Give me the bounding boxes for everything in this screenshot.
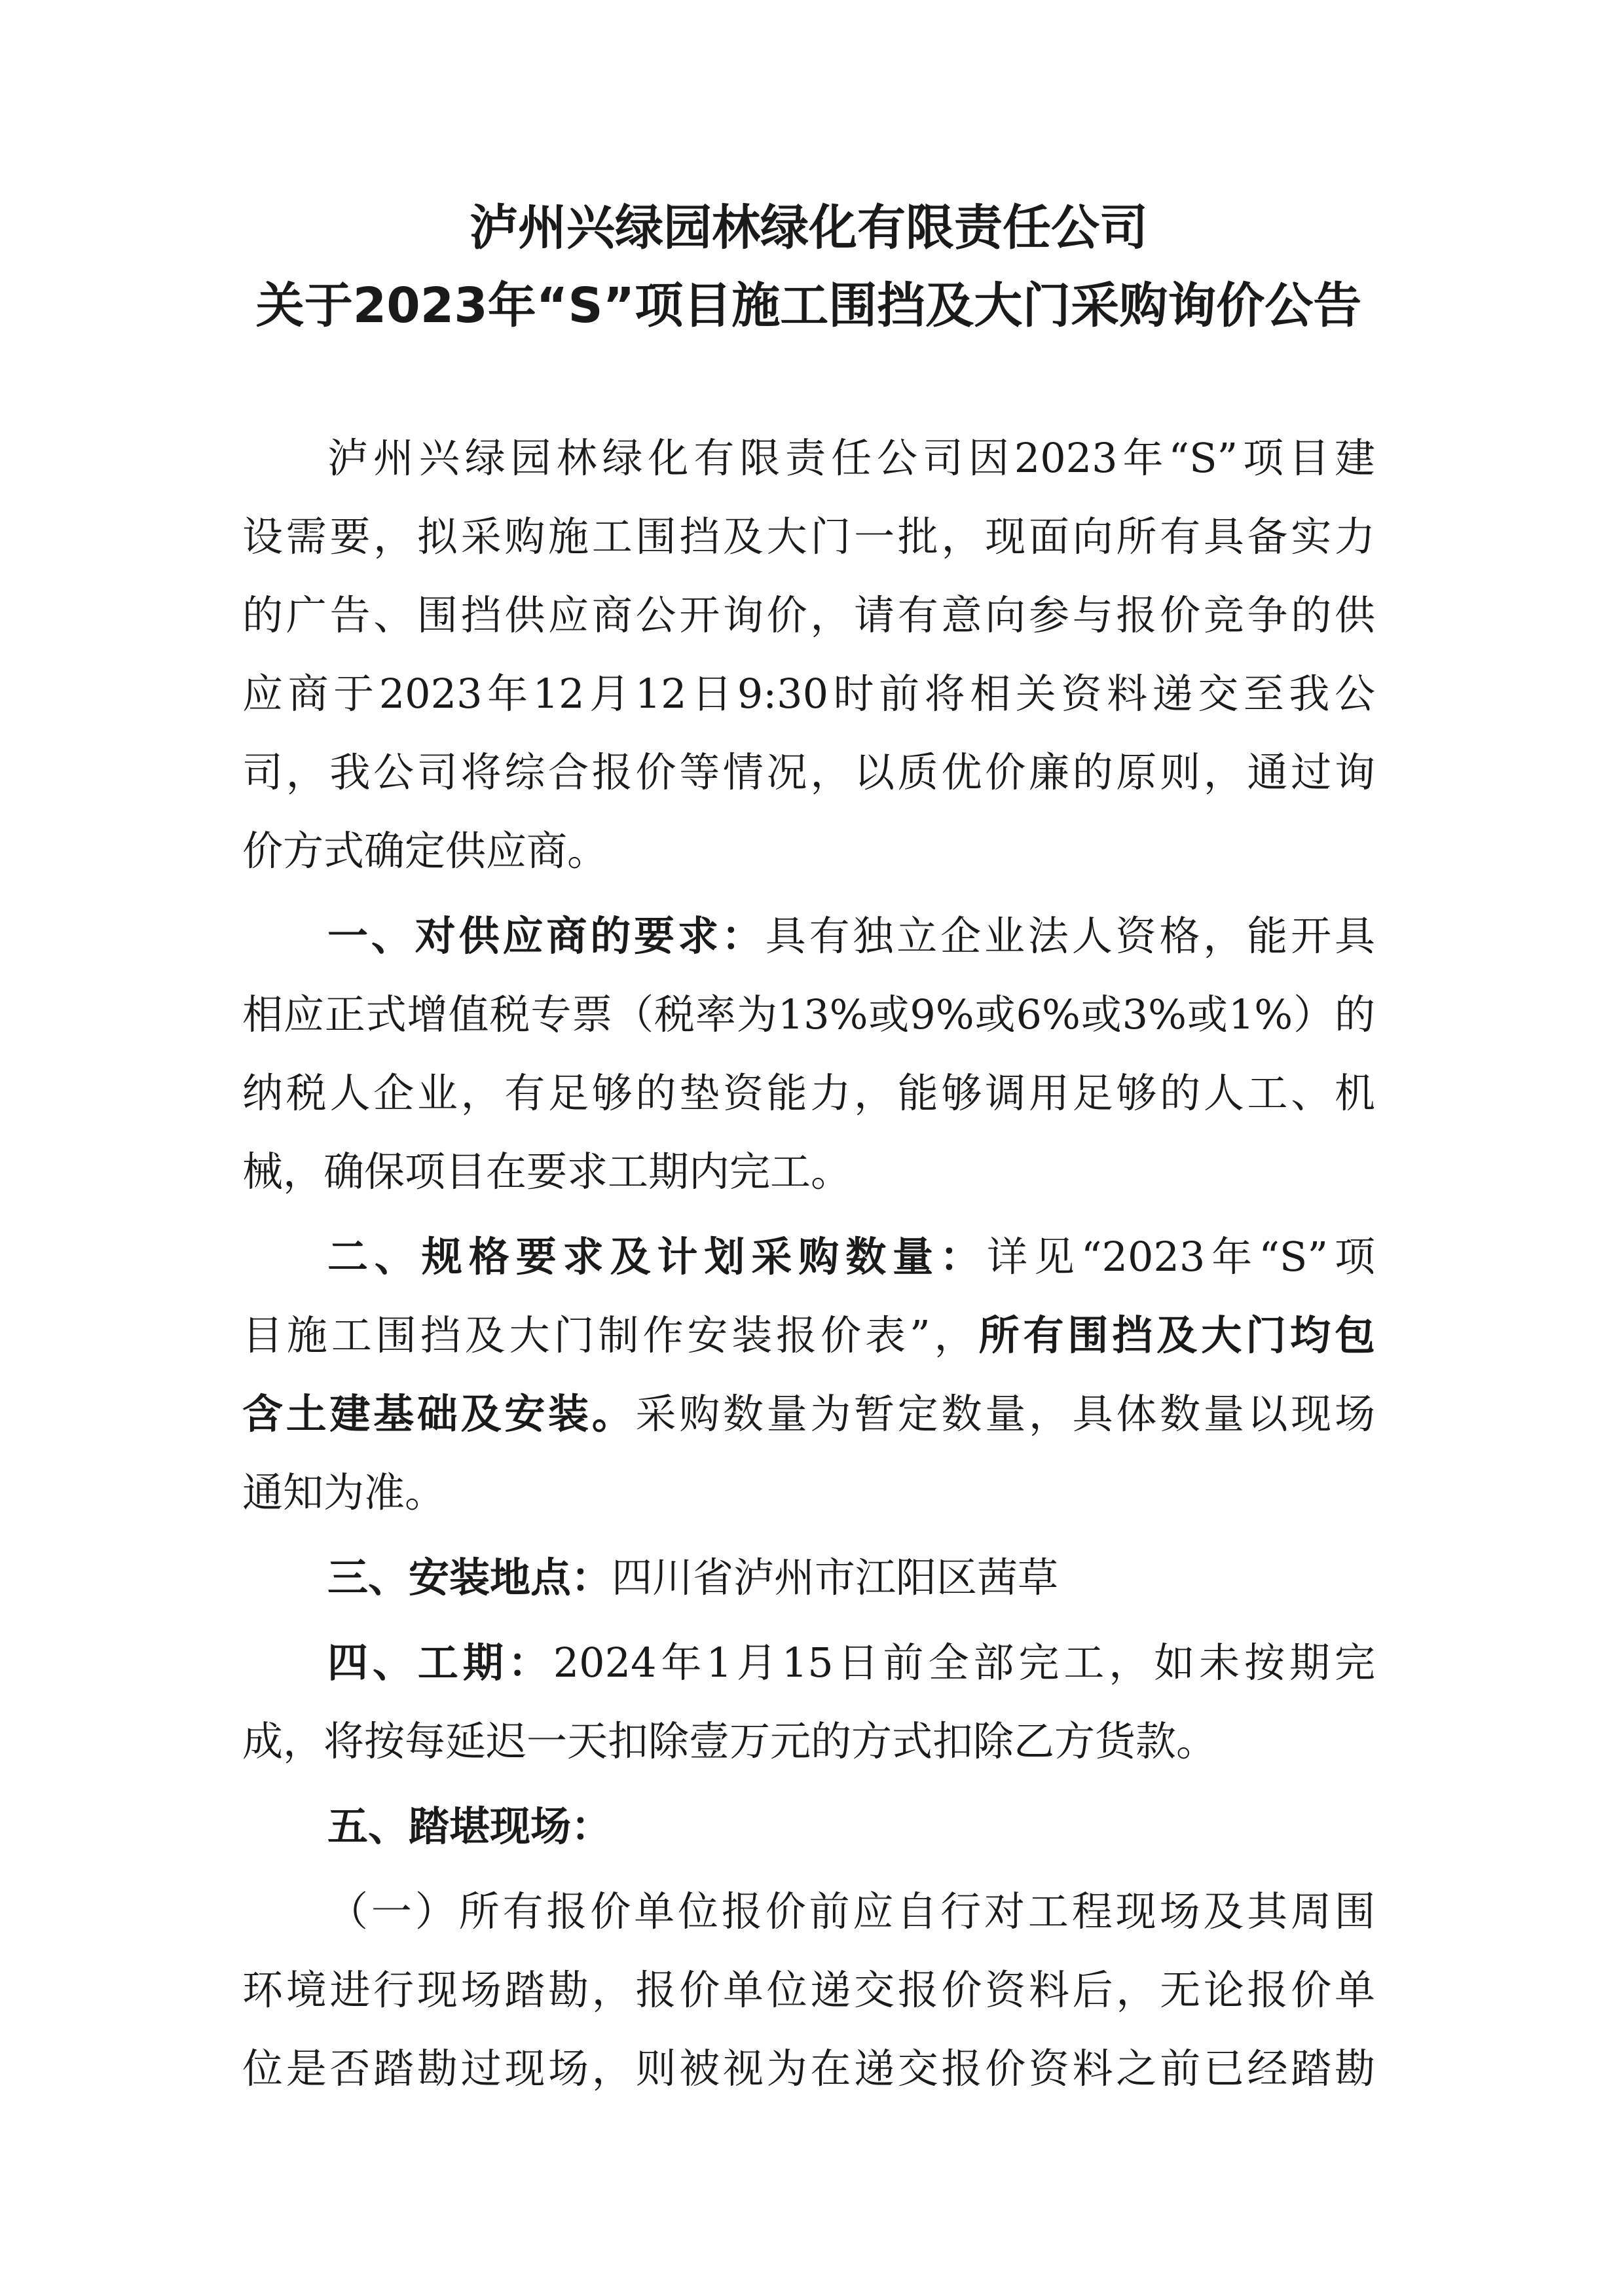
text-line: [242, 975, 1375, 1054]
text-line: [242, 812, 1375, 890]
text: 目施工围挡及大门制作安装报价表”，: [242, 1311, 979, 1359]
text: 纳税人企业，有足够的垫资能力，能够调用足够的人工、机: [242, 1069, 1375, 1117]
text-line: [242, 1872, 1375, 1951]
text: 泸州兴绿园林绿化有限责任公司因2023年“S”项目建: [327, 434, 1375, 482]
text-line: [242, 1054, 1375, 1133]
text-line: [242, 1702, 1375, 1781]
text: 价方式确定供应商。: [242, 827, 608, 875]
text: 详见“2023年“S”项: [987, 1233, 1375, 1281]
text: 械，确保项目在要求工期内完工。: [242, 1148, 852, 1195]
text-line: [242, 1218, 1375, 1296]
text-line: [242, 576, 1375, 655]
text: 成，将按每延迟一天扣除壹万元的方式扣除乙方货款。: [242, 1717, 1217, 1765]
text-line: [242, 1375, 1375, 1453]
text: 的广告、围挡供应商公开询价，请有意向参与报价竞争的供: [242, 591, 1375, 639]
text-line: [242, 1624, 1375, 1702]
text-line: [242, 1539, 1375, 1617]
paragraph: [242, 897, 1375, 1211]
text: 相应正式增值税专票（税率为13%或9%或6%或3%或1%）的: [242, 991, 1375, 1038]
text-line: [242, 733, 1375, 812]
text-line: [242, 419, 1375, 498]
bold-text: 含土建基础及安装。: [242, 1390, 636, 1438]
paragraph: [242, 419, 1375, 890]
bold-text: 一、对供应商的要求：: [327, 912, 766, 960]
text: 应商于2023年12月12日9:30时前将相关资料递交至我公: [242, 670, 1375, 718]
text: 通知为准。: [242, 1468, 446, 1516]
bold-text: 五、踏堪现场：: [327, 1802, 612, 1850]
bold-text: 四、工期：: [327, 1639, 553, 1686]
document-body: [242, 419, 1375, 2115]
text-line: [242, 498, 1375, 576]
text: 四川省泸州市江阳区茜草: [612, 1554, 1059, 1601]
paragraph: [242, 1539, 1375, 1617]
text: 司，我公司将综合报价等情况，以质优价廉的原则，通过询: [242, 748, 1375, 796]
bold-text: 三、安装地点：: [327, 1554, 612, 1601]
document-title-line-2: 关于2023年“S”项目施工围挡及大门采购询价公告: [255, 278, 1362, 334]
text: （一）所有报价单位报价前应自行对工程现场及其周围: [327, 1887, 1375, 1935]
text-line: [242, 1453, 1375, 1532]
bold-text: 所有围挡及大门均包: [978, 1311, 1375, 1359]
text: 具有独立企业法人资格，能开具: [765, 912, 1375, 960]
text-line: [242, 1133, 1375, 1211]
text: 采购数量为暂定数量，具体数量以现场: [635, 1390, 1375, 1438]
text: 环境进行现场踏勘，报价单位递交报价资料后，无论报价单: [242, 1966, 1375, 2014]
text-line: [242, 1951, 1375, 2030]
text: 位是否踏勘过现场，则被视为在递交报价资料之前已经踏勘: [242, 2045, 1375, 2092]
paragraph: [242, 1218, 1375, 1532]
paragraph: [242, 1787, 1375, 1866]
paragraph: [242, 1624, 1375, 1781]
text-line: [242, 655, 1375, 733]
text-line: [242, 897, 1375, 975]
paragraph: [242, 1872, 1375, 2108]
text-line: [242, 1296, 1375, 1375]
text-line: [242, 2030, 1375, 2108]
document-title-line-1: 泸州兴绿园林绿化有限责任公司: [470, 200, 1148, 256]
bold-text: 二、规格要求及计划采购数量：: [327, 1233, 987, 1281]
text: 2024年1月15日前全部完工，如未按期完: [553, 1639, 1375, 1686]
text-line: [242, 1787, 1375, 1866]
text: 设需要，拟采购施工围挡及大门一批，现面向所有具备实力: [242, 513, 1375, 560]
